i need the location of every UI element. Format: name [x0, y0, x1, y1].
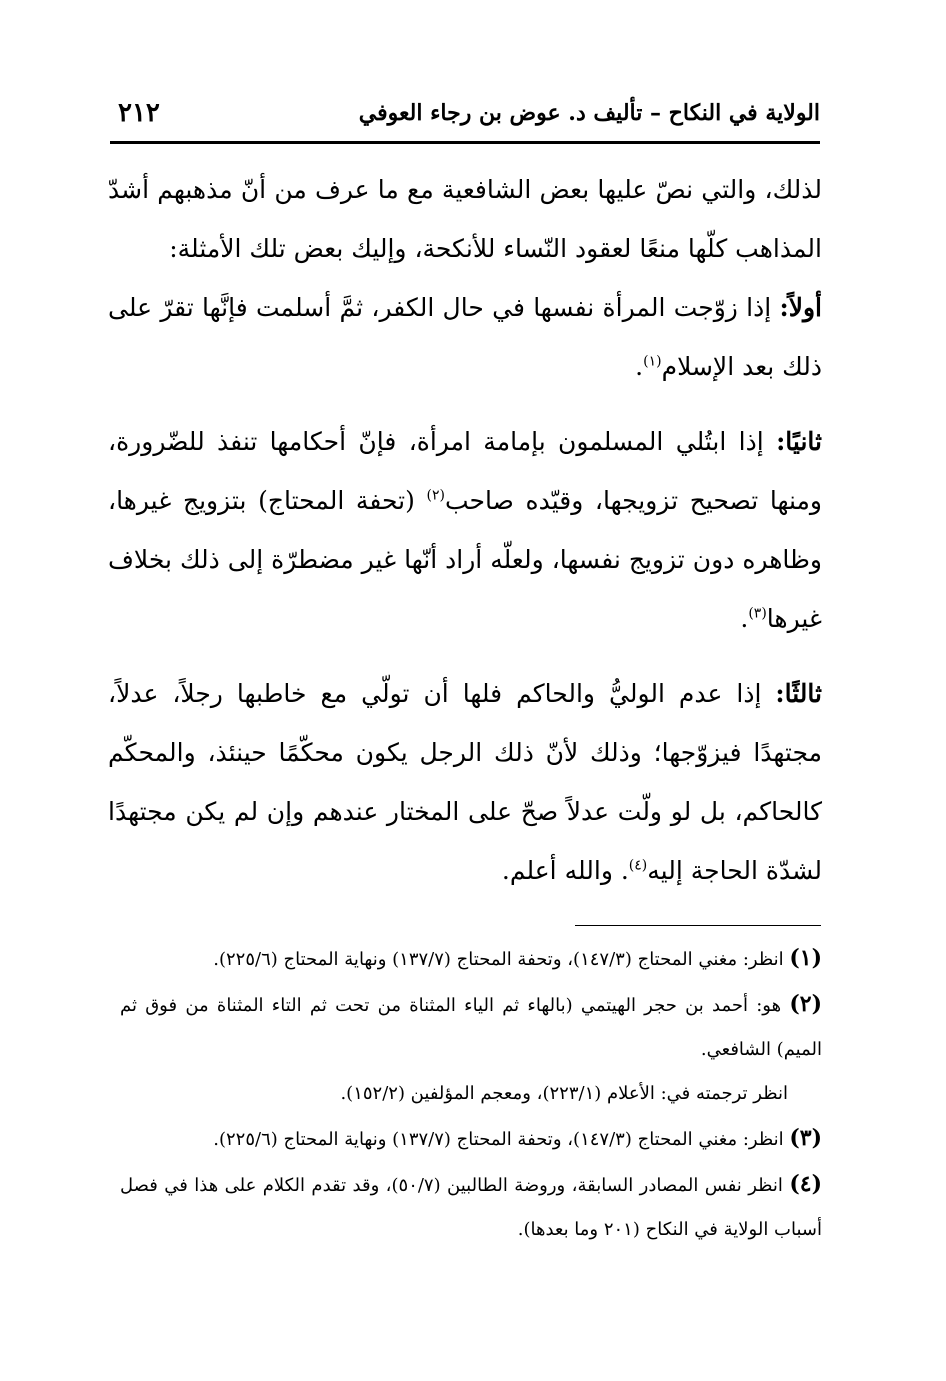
header-rule: [110, 141, 820, 144]
footnote-rule: [575, 925, 821, 926]
footnote-2-extra: انظر ترجمته في: الأعلام (٢٢٣/١)، ومعجم المؤلفين (١٥٢/٢).: [340, 1083, 788, 1104]
footnote-ref[interactable]: (٤): [628, 857, 648, 874]
paragraph-lead: أولاً:: [779, 293, 822, 322]
footnote-number: (١): [789, 945, 822, 971]
footnote-number: (٢): [789, 991, 822, 1017]
footnote-number: (٣): [789, 1125, 822, 1151]
footnote-3: (٣) انظر: مغني المحتاج (١٤٧/٣)، وتحفة المحتاج (١٣٧/٧) ونهاية المحتاج (٢٢٥/٦).: [213, 1125, 822, 1151]
footnote-number: (٤): [789, 1171, 822, 1197]
footnote-1: (١) انظر: مغني المحتاج (١٤٧/٣)، وتحفة المحتاج (١٣٧/٧) ونهاية المحتاج (٢٢٥/٦).: [213, 945, 822, 971]
paragraph-lead: ثانيًا:: [776, 427, 822, 456]
page-header: [110, 100, 820, 140]
footnote-4: (٤) انظر نفس المصادر السابقة، وروضة الطالبين (٥٠/٧)، وقد تقدم الكلام على هذا في فصل أسباب الولاية في النكاح (٢٠١ وما بعدها).: [120, 1171, 822, 1240]
footnote-ref[interactable]: (٢): [426, 487, 445, 504]
main-text: [108, 160, 822, 900]
footnote-ref[interactable]: (١): [643, 353, 662, 370]
paragraph-first: أولاً: إذا زوّجت المرأة نفسها في حال الكفر، ثمَّ أسلمت فإنَّها تقرّ على ذلك بعد الإسلام$^{(١)}$.: [108, 293, 822, 381]
footnote-ref[interactable]: (٣): [748, 605, 767, 622]
footnote-2: (٢) هو: أحمد بن حجر الهيتمي (بالهاء ثم الياء المثناة من تحت ثم التاء المثناة من فوق ثم الميم) الشافعي.: [120, 991, 822, 1060]
paragraph-intro: لذلك، والتي نصّ عليها بعض الشافعية مع ما عرف من أنّ مذهبهم أشدّ المذاهب كلّها منعًا لعقود النّساء للأنكحة، وإليك بعض تلك الأمثلة:: [108, 175, 822, 263]
paragraph-second: ثانيًا: إذا ابتُلي المسلمون بإمامة امرأة، فإنّ أحكامها تنفذ للضّرورة، ومنها تصحيح تزويجها، وقيّده صاحب$^{(٢)}$ (تحفة المحتاج) بتزويج غيرها، وظاهره دون تزويج نفسها، ولعلّه أراد أنّها غير مضطرّة إلى ذلك بخلاف غيرها$^{(٣)}$.: [108, 427, 822, 633]
footnotes: [120, 936, 822, 1252]
paragraph-lead: ثالثًا:: [775, 679, 822, 708]
page-number: ٢١٢: [118, 98, 160, 128]
running-title: الولاية في النكاح – تأليف د. عوض بن رجاء العوفي: [358, 100, 820, 126]
paragraph-third: ثالثًا: إذا عدم الوليُّ والحاكم فلها أن تولّي مع خاطبها رجلاً، عدلاً، مجتهدًا فيزوّجها؛ وذلك لأنّ ذلك الرجل يكون محكّمًا حينئذ، والمحكّم كالحاكم، بل لو ولّت عدلاً صحّ على المختار عندهم وإن لم يكن مجتهدًا لشدّة الحاجة إليه$^{(٤)}$. والله أعلم.: [108, 679, 822, 885]
